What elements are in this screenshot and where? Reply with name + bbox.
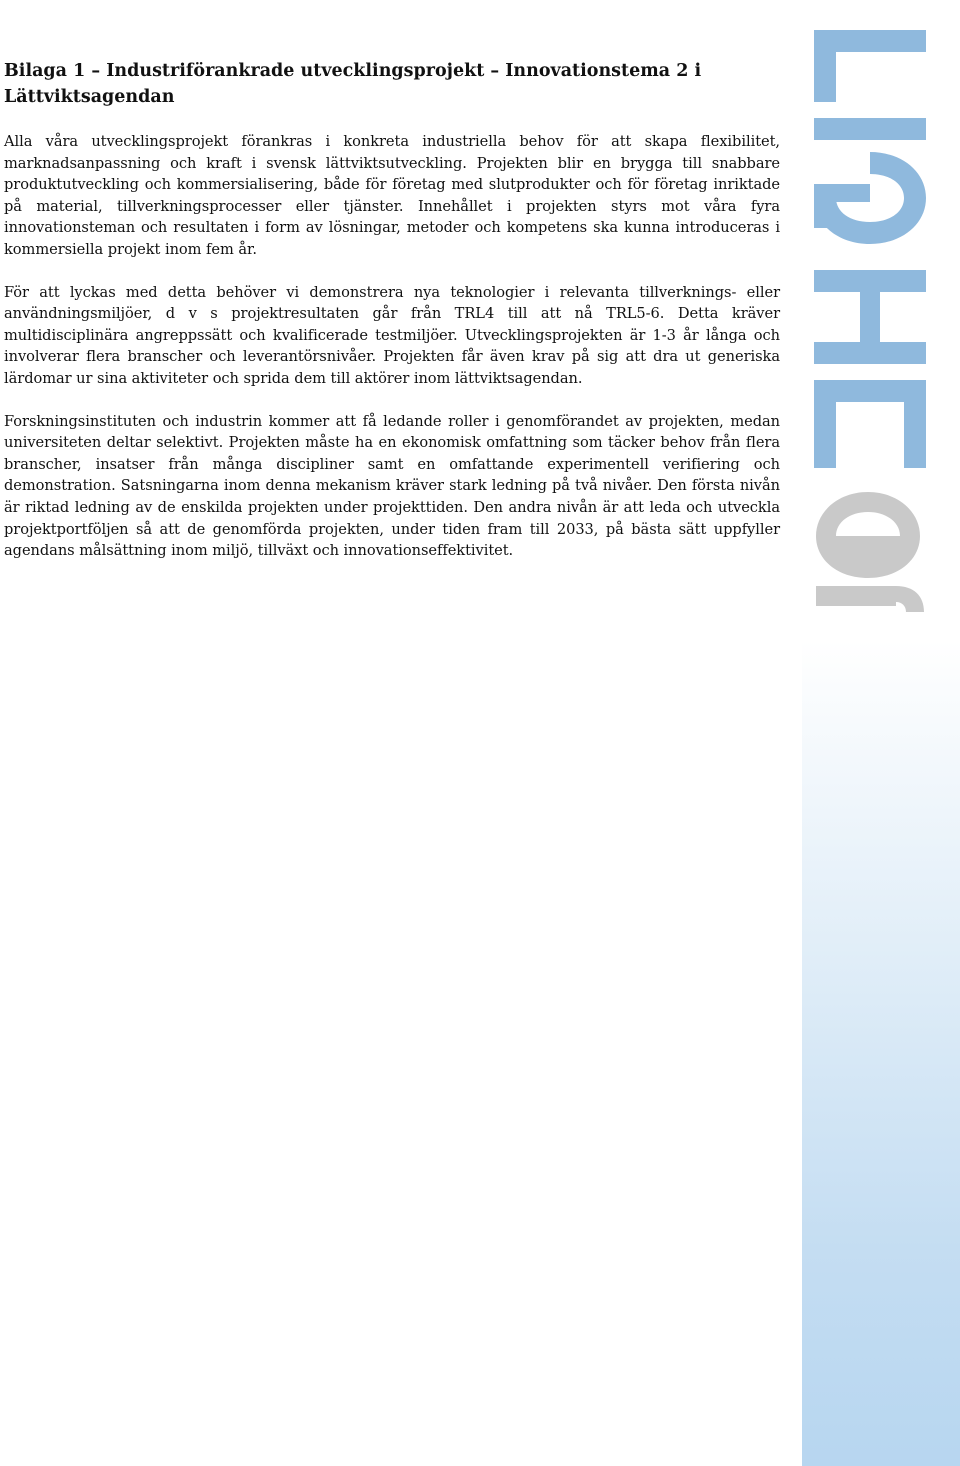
paragraph-1: Alla våra utvecklingsprojekt förankras i konkreta industriella behov för att skapa flexibilitet, marknadsanpassning och kraft i svensk lättviktsutveckling. Projekten blir en brygga till snabbare produktutveckling och kommersialisering, både för företag med slutprodukter och för företag inriktade på material, tillverkningsprocesser eller tjänster. Innehållet i projekten styrs mot våra fyra innovationsteman och resultaten i form av lösningar, metoder och kompetens ska kunna introduceras i kommersiella projekt inom fem år. bbox=[4, 133, 780, 258]
document-heading: Bilaga 1 – Industriförankrade utvecklingsprojekt – Innovationstema 2 i Lättviktsagendan bbox=[4, 61, 702, 107]
brand-sidebar bbox=[802, 0, 960, 1466]
paragraph-2: För att lyckas med detta behöver vi demonstrera nya teknologier i relevanta tillverknings- eller användningsmiljöer, d v s projektresultaten går från TRL4 till att nå TRL5-6. Detta kräver multidisciplinära angreppssätt och kvalificerade testmiljöer. Utvecklingsprojekten är 1-3 år långa och involverar flera branscher och leverantörsnivåer. Projekten får även krav på sig att dra ut generiska lärdomar ur sina aktiviteter och sprida dem till aktörer inom lättviktsagendan. bbox=[4, 283, 780, 387]
paragraph-3: Forskningsinstituten och industrin kommer att få ledande roller i genomförandet av projekten, medan universiteten deltar selektivt. Projekten måste ha en ekonomisk omfattning som täcker behov från flera branscher, insatser från många discipliner samt en omfattande experimentell verifiering och demonstration. Satsningarna inom denna mekanism kräver stark ledning på två nivåer. Den första nivån är riktad ledning av de enskilda projekten under projekttiden. Den andra nivån är att leda och utveckla projektportföljen så att de genomförda projekten, under tiden fram till 2033, på bästa sätt uppfyller agendans målsättning inom miljö, tillväxt och innovationseffektivitet. bbox=[4, 412, 780, 560]
lighter-logo bbox=[802, 0, 960, 640]
document-body bbox=[4, 58, 780, 583]
